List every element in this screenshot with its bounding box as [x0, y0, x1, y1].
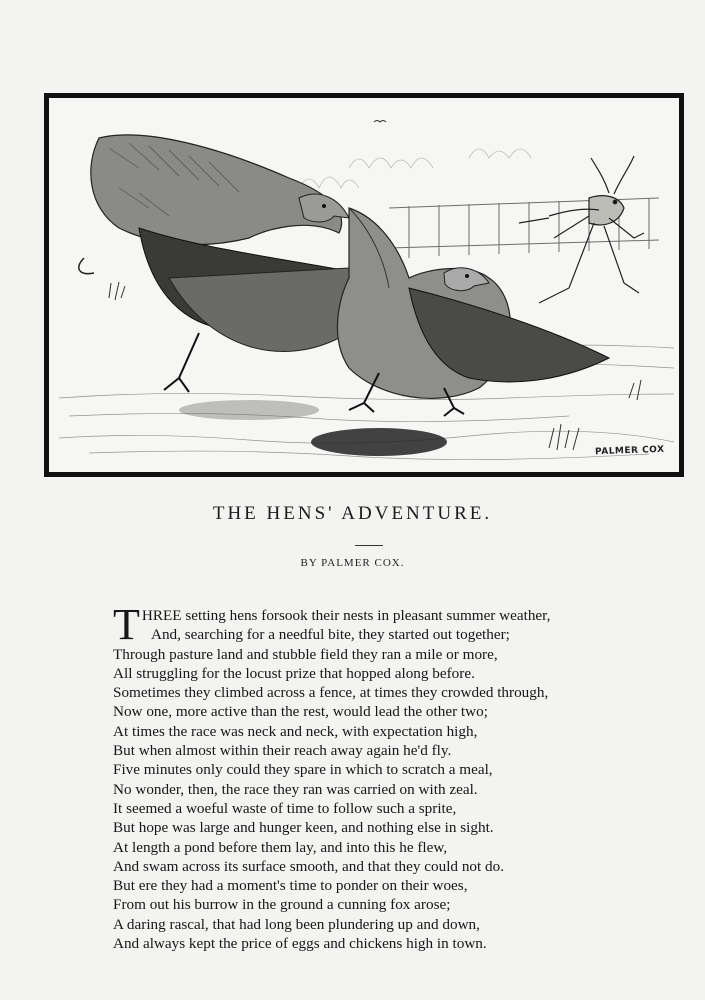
poem-line: At times the race was neck and neck, with expectation high, — [113, 722, 478, 740]
poem-title: THE HENS' ADVENTURE. — [212, 503, 493, 524]
poem-line: And always kept the price of eggs and chickens high in town. — [113, 935, 487, 953]
illustration-frame — [44, 93, 684, 477]
poem-first-line-text: HREE setting hens forsook their nests in pleasant summer weather, — [141, 607, 551, 624]
drop-cap: T — [113, 600, 140, 649]
hens-chasing-locust-illustration — [49, 98, 679, 472]
poem-line: Now one, more active than the rest, would lead the other two; — [113, 703, 488, 721]
poem-line: But ere they had a moment's time to ponder on their woes, — [113, 877, 468, 895]
poem-line: But hope was large and hunger keen, and nothing else in sight. — [113, 819, 494, 837]
poem-line: But when almost within their reach away again he'd fly. — [113, 742, 452, 760]
illustrator-signature: PALMER COX — [595, 444, 666, 458]
title-rule — [355, 545, 383, 546]
poem-line: And, searching for a needful bite, they started out together; — [151, 626, 510, 644]
poem-line: Five minutes only could they spare in which to scratch a meal, — [113, 761, 493, 779]
poem-line: A daring rascal, that had long been plundering up and down, — [113, 915, 480, 933]
poem-body — [113, 600, 633, 953]
poem-line: At length a pond before them lay, and into this he flew, — [113, 838, 448, 856]
poem-line: And swam across its surface smooth, and that they could not do. — [113, 857, 505, 875]
poem-line: From out his burrow in the ground a cunning fox arose; — [113, 896, 451, 914]
poem-line: No wonder, then, the race they ran was carried on with zeal. — [113, 780, 478, 798]
poem-line: Through pasture land and stubble field they ran a mile or more, — [113, 645, 498, 663]
poem-line: Sometimes they climbed across a fence, at times they crowded through, — [113, 684, 549, 702]
byline: BY PALMER COX. — [300, 557, 405, 569]
poem-line: It seemed a woeful waste of time to follow such a sprite, — [113, 799, 457, 817]
poem-line: All struggling for the locust prize that hopped along before. — [113, 664, 475, 682]
